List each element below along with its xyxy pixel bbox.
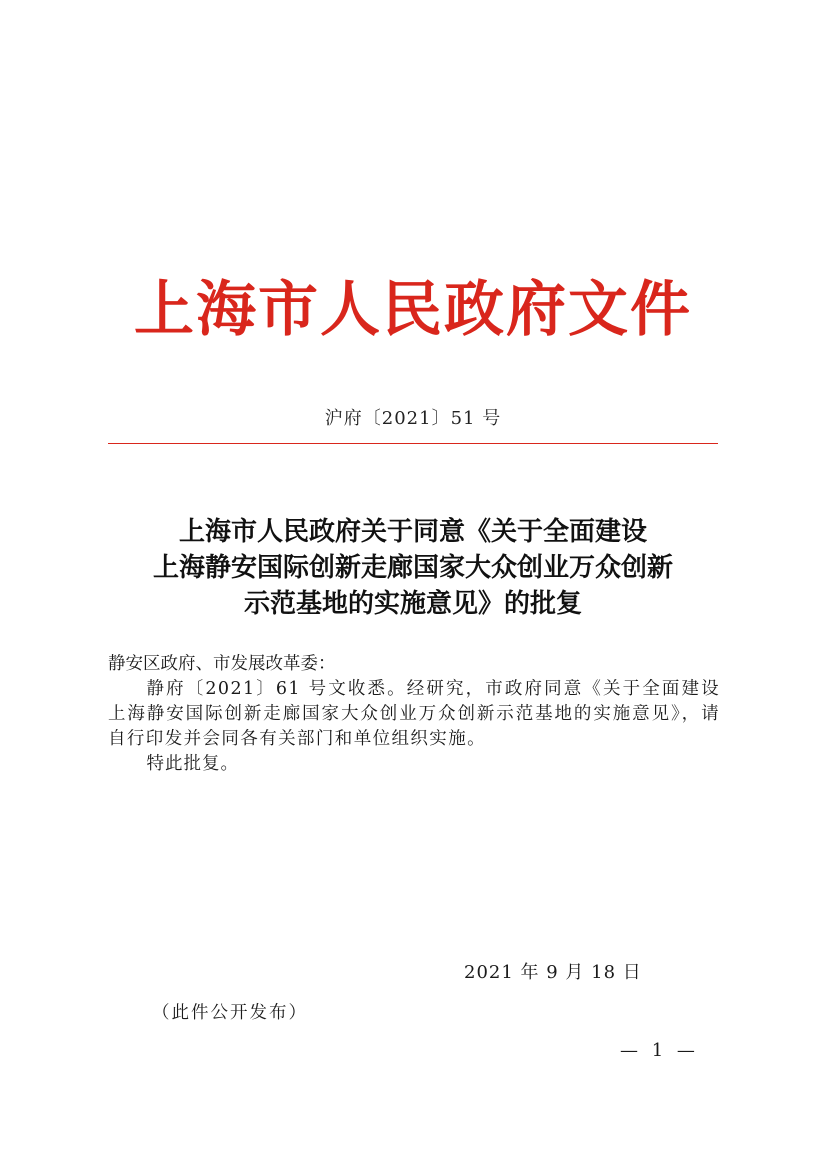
red-divider-line bbox=[108, 443, 718, 444]
closing-line: 特此批复。 bbox=[146, 754, 239, 774]
body-paragraph: 静府〔2021〕61 号文收悉。经研究，市政府同意《关于全面建设上海静安国际创新走廊国家大众创业万众创新示范基地的实施意见》，请自行印发并会同各有关部门和单位组织实施。 bbox=[108, 679, 720, 749]
document-body bbox=[108, 652, 720, 777]
salutation: 静安区政府、市发展改革委： bbox=[108, 654, 336, 674]
issue-date: 2021 年 9 月 18 日 bbox=[464, 962, 642, 983]
title-line-3: 示范基地的实施意见》的批复 bbox=[243, 589, 582, 619]
page-number: — 1 — bbox=[620, 1040, 695, 1061]
title-line-1: 上海市人民政府关于同意《关于全面建设 bbox=[178, 517, 647, 547]
public-release-note: （此件公开发布） bbox=[152, 1003, 308, 1023]
title-line-2: 上海静安国际创新走廊国家大众创业万众创新 bbox=[152, 553, 673, 583]
masthead-title: 上海市人民政府文件 bbox=[134, 275, 692, 345]
document-title bbox=[90, 514, 736, 622]
document-number: 沪府〔2021〕51 号 bbox=[324, 408, 502, 429]
